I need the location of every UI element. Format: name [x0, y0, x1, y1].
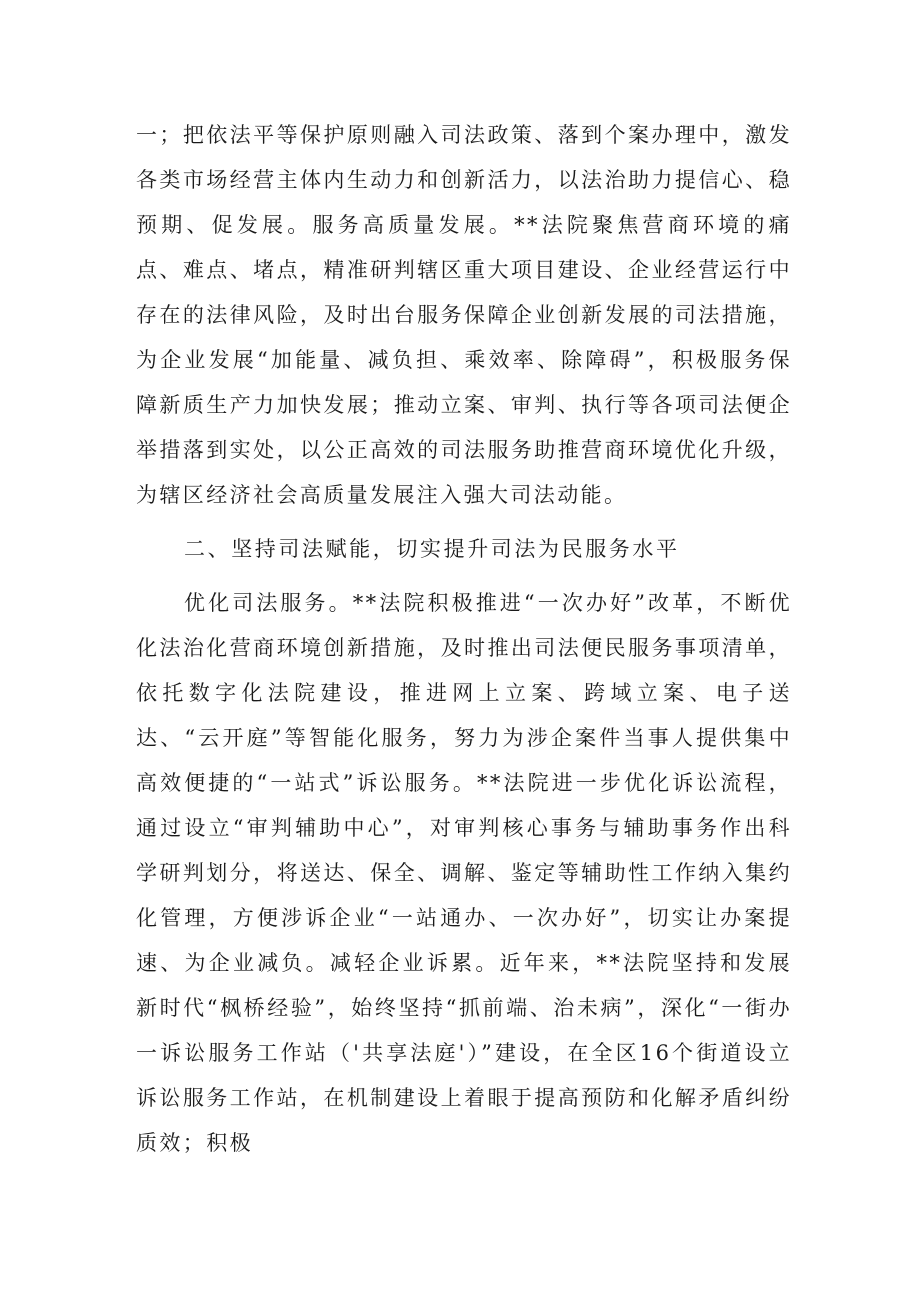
paragraph-optimize-judicial-service: 优化司法服务。**法院积极推进“一次办好”改革，不断优化法治化营商环境创新措施，及时推出司法便民服务事项清单，依托数字化法院建设，推进网上立案、跨域立案、电子送达、“云开庭”等智能化服务，努力为涉企案件当事人提供集中高效便捷的“一站式”诉讼服务。**法院进一步优化诉讼流程，通过设立“审判辅助中心”，对审判核心事务与辅助事务作出科学研判划分，将送达、保全、调解、鉴定等辅助性工作纳入集约化管理，方便涉诉企业“一站通办、一次办好”，切实让办案提速、为企业减负。减轻企业诉累。近年来，**法院坚持和发展新时代“枫桥经验”，始终坚持“抓前端、治未病”，深化“一街办一诉讼服务工作站（'共享法庭'）”建设，在全区16个街道设立诉讼服务工作站，在机制建设上着眼于提高预防和化解矛盾纠纷质效；积极: [136, 591, 792, 1155]
section-heading-two: 二、坚持司法赋能，切实提升司法为民服务水平: [184, 537, 680, 561]
document-body: [136, 113, 792, 1166]
paragraph-protection-and-service: 一；把依法平等保护原则融入司法政策、落到个案办理中，激发各类市场经营主体内生动力和创新活力，以法治助力提信心、稳预期、促发展。服务高质量发展。**法院聚焦营商环境的痛点、难点、堵点，精准研判辖区重大项目建设、企业经营运行中存在的法律风险，及时出台服务保障企业创新发展的司法措施，为企业发展“加能量、减负担、乘效率、除障碍”，积极服务保障新质生产力加快发展；推动立案、审判、执行等各项司法便企举措落到实处，以公正高效的司法服务助推营商环境优化升级，为辖区经济社会高质量发展注入强大司法动能。: [136, 123, 792, 507]
